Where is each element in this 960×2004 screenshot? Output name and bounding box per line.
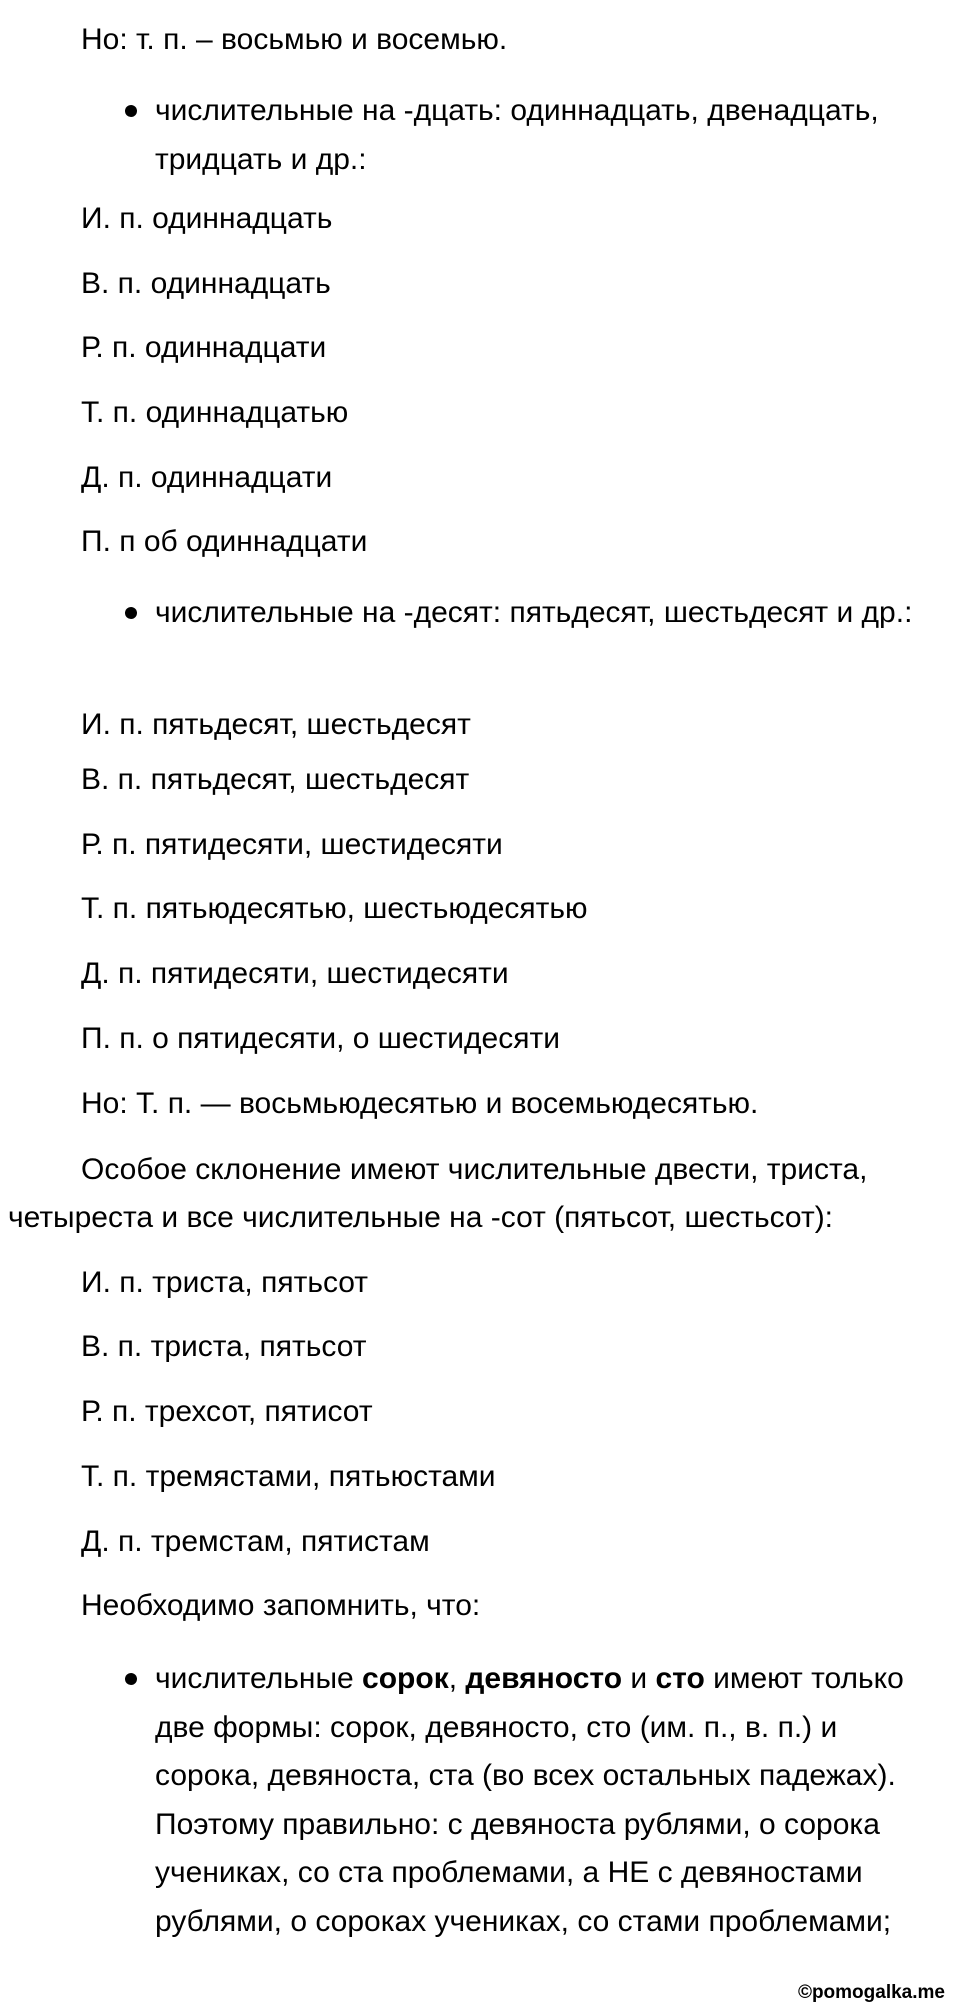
bold-word: сорок	[362, 1662, 449, 1695]
bold-word: сто	[655, 1662, 705, 1695]
text-line: Р. п. пятидесяти, шестидесяти	[81, 828, 503, 861]
bullet-icon	[125, 1673, 137, 1685]
text-line: П. п об одиннадцати	[81, 525, 368, 558]
text-line: В. п. триста, пятьсот	[81, 1330, 367, 1363]
text-line: Т. п. тремястами, пятьюстами	[81, 1460, 496, 1493]
text-line: В. п. пятьдесят, шестьдесят	[81, 763, 470, 796]
text-line: И. п. одиннадцать	[81, 202, 333, 235]
text-line: В. п. одиннадцать	[81, 267, 331, 300]
paragraph: Особое склонение имеют числительные двести, триста, четыреста и все числительные на -сот (пятьсот, шестьсот):	[8, 1153, 868, 1234]
text-line: Т. п. одиннадцатью	[81, 396, 349, 429]
bullet-text-part: ,	[448, 1662, 466, 1695]
text-line: П. п. о пятидесяти, о шестидесяти	[81, 1022, 560, 1055]
bullet-item: числительные на -дцать: одиннадцать, двенадцать, тридцать и др.:	[155, 94, 879, 176]
bold-word: девяносто	[465, 1662, 623, 1695]
text-line: Д. п. тремстам, пятистам	[81, 1525, 430, 1558]
bullet-icon	[125, 105, 137, 117]
text-line: Д. п. пятидесяти, шестидесяти	[81, 957, 509, 990]
text-line: Но: Т. п. — восьмьюдесятью и восемьюдесятью.	[81, 1087, 759, 1120]
text-line: Д. п. одиннадцати	[81, 461, 333, 494]
text-line: Р. п. одиннадцати	[81, 331, 327, 364]
text-line: Необходимо запомнить, что:	[81, 1589, 481, 1622]
bullet-text-part: числительные	[155, 1662, 363, 1695]
bullet-icon	[125, 607, 137, 619]
text-line: И. п. пятьдесят, шестьдесят	[81, 708, 471, 741]
bullet-item: числительные на -десят: пятьдесят, шестьдесят и др.:	[155, 596, 913, 629]
watermark: ©pomogalka.me	[797, 1982, 945, 2003]
bullet-text-part: и	[622, 1662, 656, 1695]
bullet-text-part: имеют только две формы: сорок, девяносто, сто (им. п., в. п.) и сорока, девяноста, ста (во всех остальных падежах). Поэтому правильно: с девяноста рублями, о сорока учениках, со ста проблемами, а НЕ с девяностами рублями, о сороках учениках, со стами проблемами;	[155, 1662, 904, 1938]
text-line: Т. п. пятьюдесятью, шестьюдесятью	[81, 892, 588, 925]
bullet-item	[155, 1655, 935, 1946]
text-line: И. п. триста, пятьсот	[81, 1266, 369, 1299]
text-line: Но: т. п. – восьмью и восемью.	[81, 23, 508, 56]
text-line: Р. п. трехсот, пятисот	[81, 1395, 373, 1428]
